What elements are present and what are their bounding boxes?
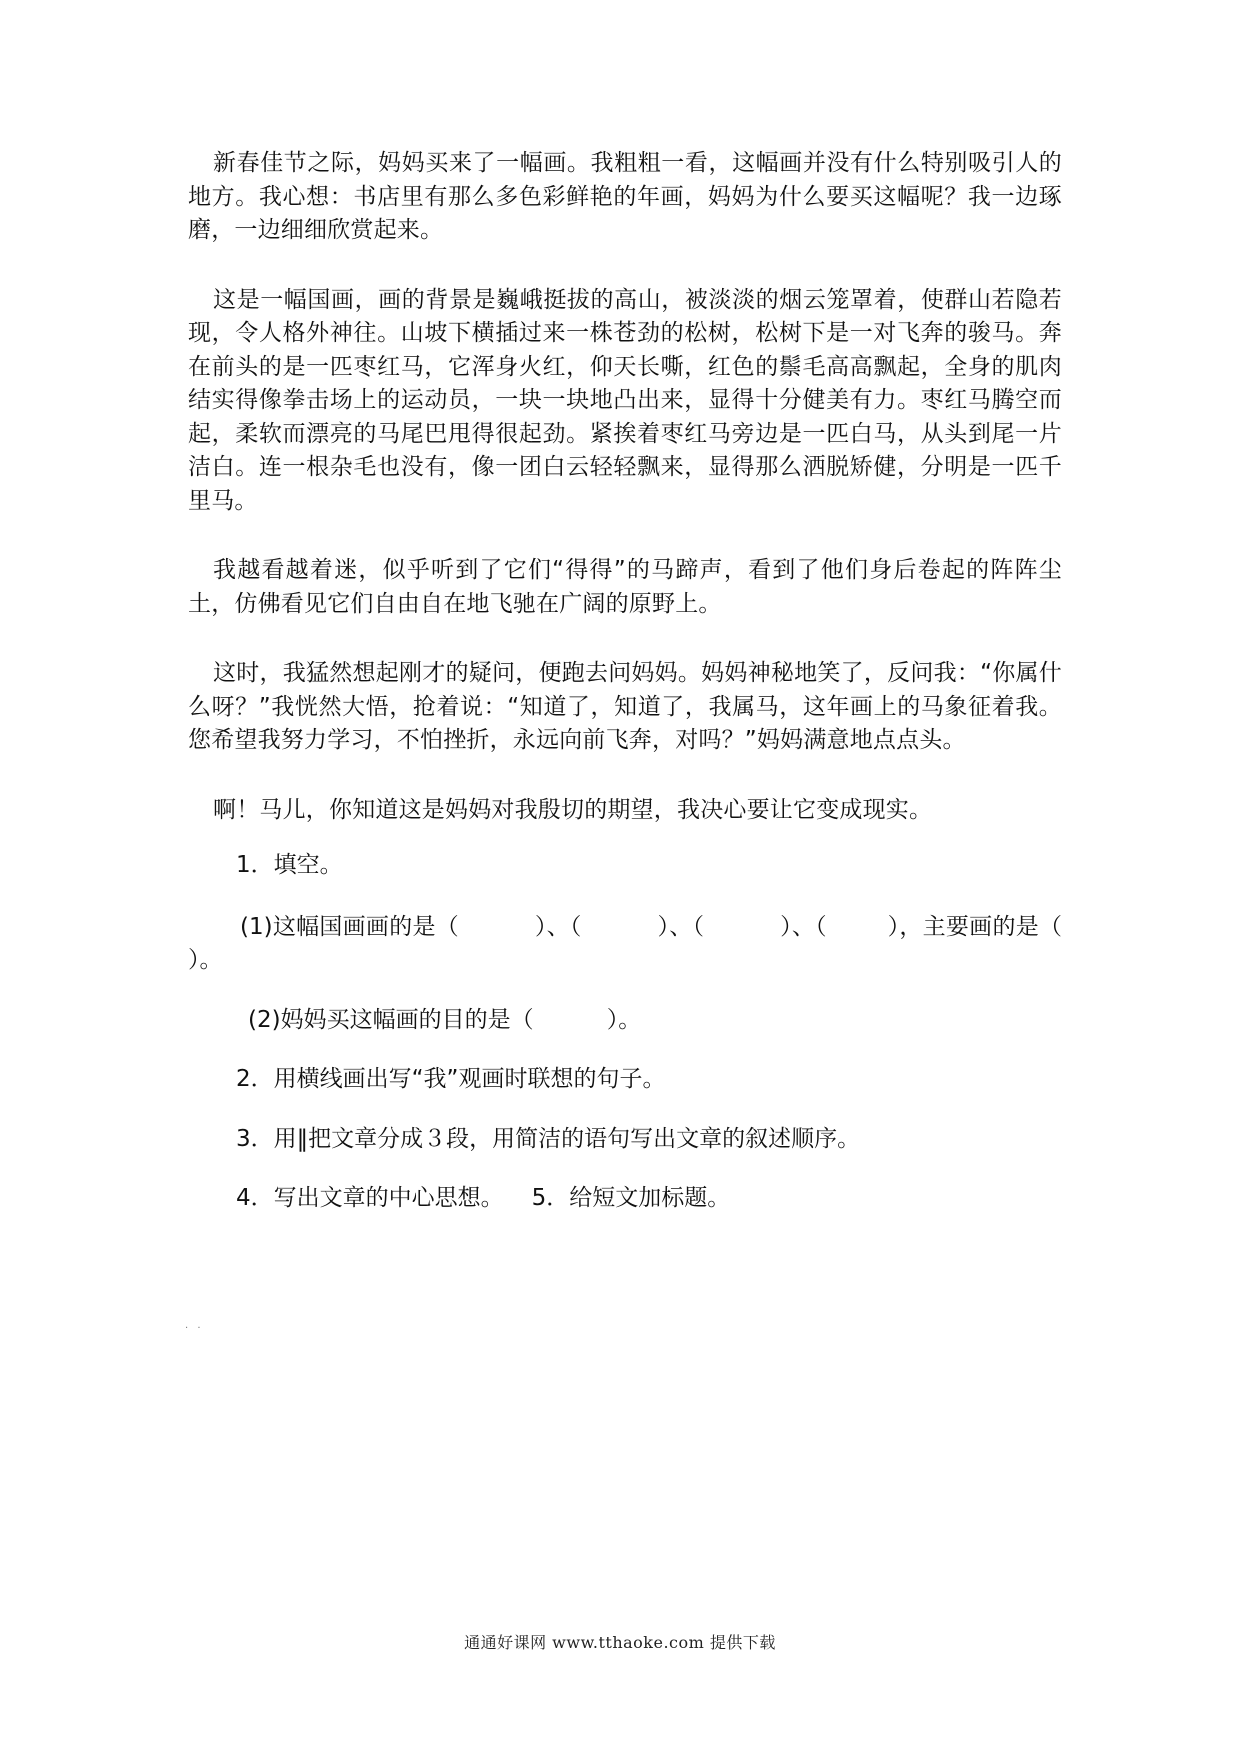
paragraph-2: 这是一幅国画，画的背景是巍峨挺拔的高山，被淡淡的烟云笼罩着，使群山若隐若现，令人格外神往。山坡下横插过来一株苍劲的松树，松树下是一对飞奔的骏马。奔在前头的是一匹枣红马，它浑身火红，仰天长嘶，红色的鬃毛高高飘起，全身的肌肉结实得像拳击场上的运动员，一块一块地凸出来，显得十分健美有力。枣红马腾空而起，柔软而漂亮的马尾巴甩得很起劲。紧挨着枣红马旁边是一匹白马，从头到尾一片洁白。连一根杂毛也没有，像一团白云轻轻飘来，显得那么洒脱矫健，分明是一匹千里马。 — [188, 286, 1062, 514]
question-1-part-1: (1)这幅国画画的是（ ）、（ ）、（ ）、（ ），主要画的是（ ）。 — [188, 913, 1099, 973]
question-1-part-2: (2)妈妈买这幅画的目的是（ ）。 — [248, 1006, 642, 1033]
question-3: 3．用‖把文章分成３段，用简洁的语句写出文章的叙述顺序。 — [236, 1125, 861, 1152]
question-2: 2．用横线画出写“我”观画时联想的句子。 — [236, 1066, 666, 1092]
question-1: 1．填空。 — [236, 852, 343, 878]
paragraph-5: 啊！马儿，你知道这是妈妈对我殷切的期望，我决心要让它变成现实。 — [213, 796, 933, 823]
questions-section — [188, 849, 1099, 1216]
page-footer: 通通好课网 www.tthaoke.com 提供下载 — [464, 1633, 776, 1652]
scan-artifact-dots: . . — [185, 1320, 204, 1331]
question-4: 4．写出文章的中心思想。 — [236, 1185, 504, 1211]
question-5: 5．给短文加标题。 — [531, 1185, 731, 1211]
article-body — [188, 147, 1062, 863]
paragraph-3: 我越看越着迷，似乎听到了它们“得得”的马蹄声，看到了他们身后卷起的阵阵尘土，仿佛看见它们自由自在地飞驰在广阔的原野上。 — [188, 557, 1062, 617]
paragraph-4: 这时，我猛然想起刚才的疑问，便跑去问妈妈。妈妈神秘地笑了，反问我：“你属什么呀？”我恍然大悟，抢着说：“知道了，知道了，我属马，这年画上的马象征着我。您希望我努力学习，不怕挫折，永远向前飞奔，对吗？”妈妈满意地点点头。 — [188, 660, 1062, 753]
question-4-5-line — [236, 1182, 1062, 1216]
paragraph-1: 新春佳节之际，妈妈买来了一幅画。我粗粗一看，这幅画并没有什么特别吸引人的地方。我心想：书店里有那么多色彩鲜艳的年画，妈妈为什么要买这幅呢？我一边琢磨，一边细细欣赏起来。 — [188, 150, 1062, 243]
